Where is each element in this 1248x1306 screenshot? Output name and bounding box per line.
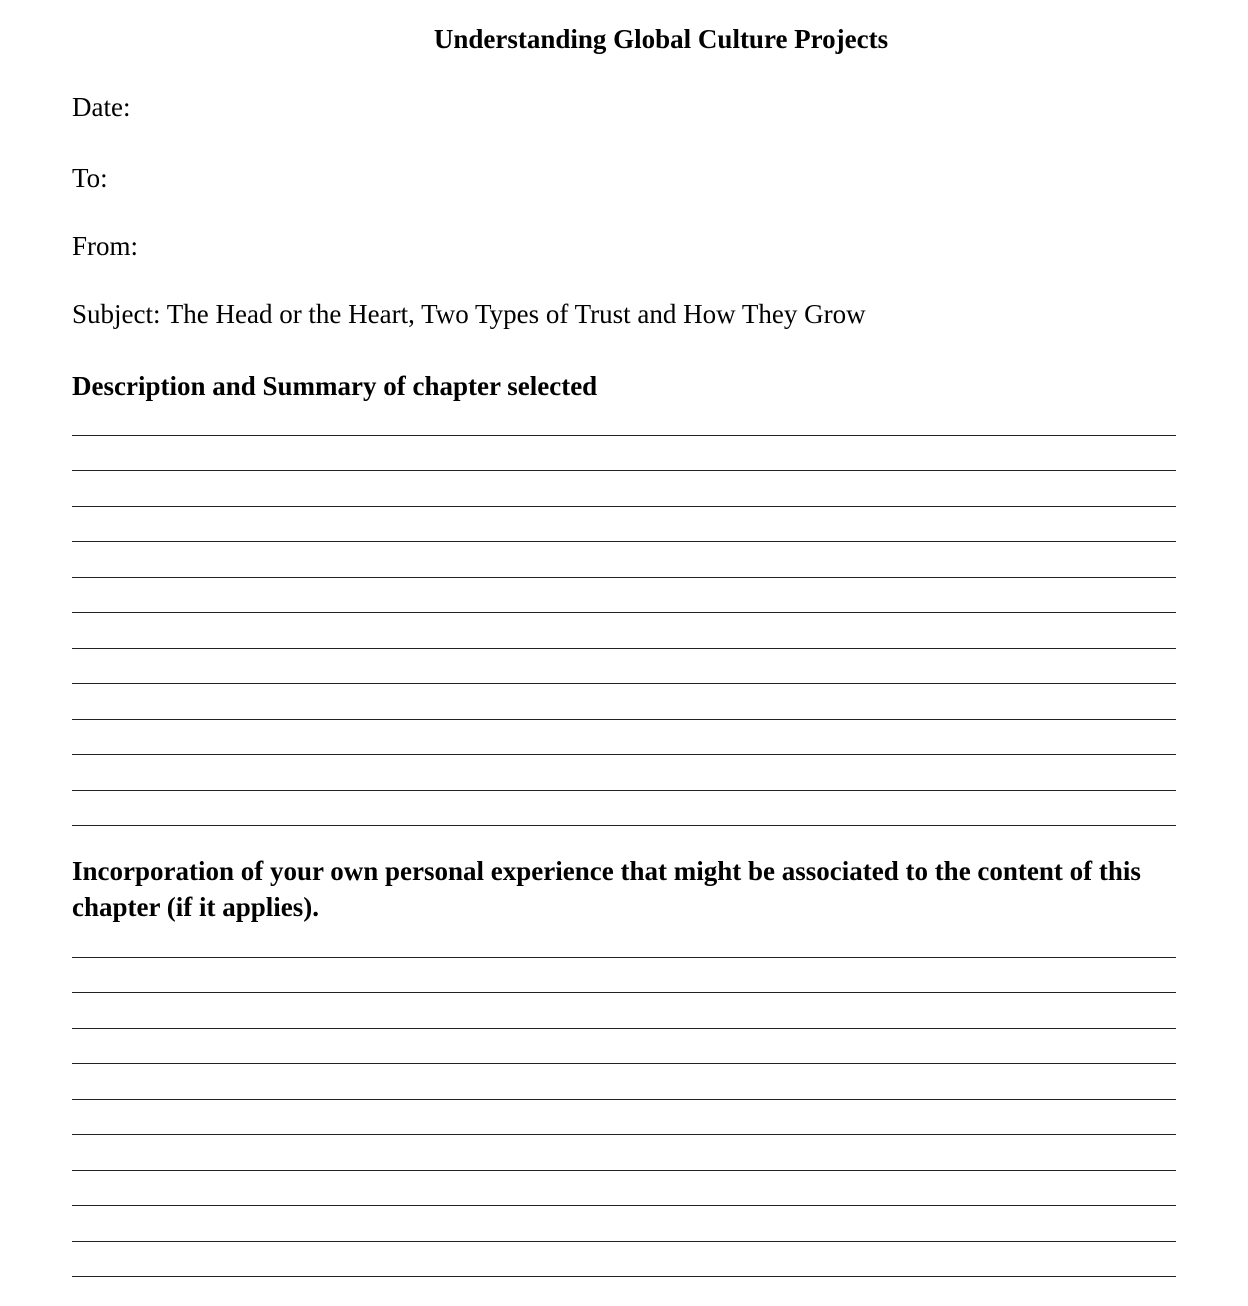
writing-line — [72, 400, 1176, 436]
writing-line — [72, 1171, 1176, 1207]
writing-line — [72, 993, 1176, 1029]
date-field-label: Date: — [72, 92, 131, 122]
writing-line — [72, 755, 1176, 791]
summary-section-heading: Description and Summary of chapter selected — [72, 371, 598, 401]
writing-line — [72, 1135, 1176, 1171]
to-field-label: To: — [72, 163, 108, 193]
writing-line — [72, 684, 1176, 720]
writing-line — [72, 720, 1176, 756]
experience-writing-lines — [72, 922, 1176, 1277]
document-title: Understanding Global Culture Projects — [433, 24, 889, 54]
experience-section-heading: Incorporation of your own personal experience that might be associated to the content of this chapter (if it applies). — [72, 856, 1141, 922]
writing-line — [72, 791, 1176, 827]
subject-line: Subject: The Head or the Heart, Two Types of Trust and How They Grow — [72, 299, 866, 329]
writing-line — [72, 922, 1176, 958]
writing-line — [72, 436, 1176, 472]
summary-writing-lines — [72, 400, 1176, 826]
from-field-label: From: — [72, 231, 139, 261]
writing-line — [72, 958, 1176, 994]
writing-line — [72, 507, 1176, 543]
writing-line — [72, 1064, 1176, 1100]
writing-line — [72, 578, 1176, 614]
writing-line — [72, 1242, 1176, 1278]
writing-line — [72, 1029, 1176, 1065]
writing-line — [72, 1100, 1176, 1136]
writing-line — [72, 613, 1176, 649]
writing-line — [72, 649, 1176, 685]
writing-line — [72, 542, 1176, 578]
writing-line — [72, 1206, 1176, 1242]
writing-line — [72, 471, 1176, 507]
